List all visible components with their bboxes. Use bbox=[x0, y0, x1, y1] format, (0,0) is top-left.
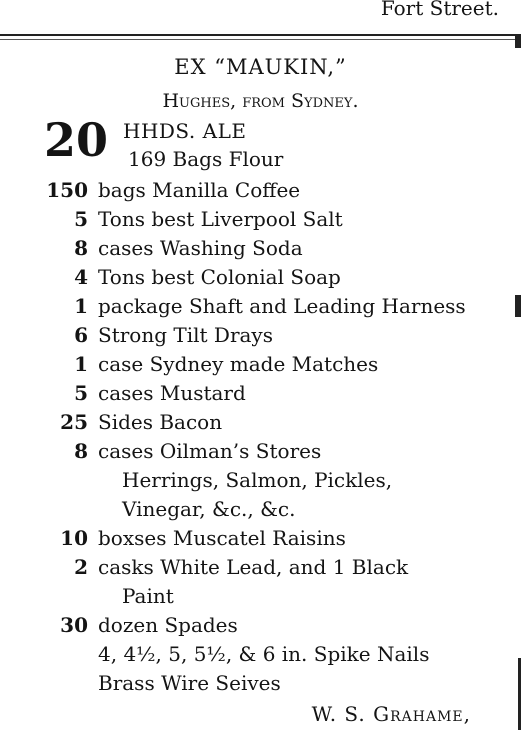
list-item bbox=[0, 437, 521, 466]
item-qty: 10 bbox=[60, 526, 88, 550]
item-qty: 25 bbox=[60, 410, 88, 434]
list-item bbox=[0, 611, 521, 640]
item-qty: 4 bbox=[74, 265, 88, 289]
item-desc: Tons best Colonial Soap bbox=[98, 265, 341, 289]
lead-line-2: 169 Bags Flour bbox=[128, 147, 284, 171]
continuation-text: Vinegar, &c., &c. bbox=[122, 497, 296, 521]
item-qty: 1 bbox=[74, 352, 88, 376]
item-desc: package Shaft and Leading Harness bbox=[98, 294, 466, 318]
list-item bbox=[0, 524, 521, 553]
continuation-text: Herrings, Salmon, Pickles, bbox=[122, 468, 393, 492]
list-item bbox=[0, 234, 521, 263]
list-item bbox=[0, 321, 521, 350]
item-qty: 8 bbox=[74, 236, 88, 260]
item-qty: 8 bbox=[74, 439, 88, 463]
ad-subtitle: Hughes, from Sydney. bbox=[162, 90, 359, 112]
list-item-continuation bbox=[0, 466, 521, 495]
list-item-continuation bbox=[0, 495, 521, 524]
signature: W. S. Grahame, bbox=[311, 702, 471, 726]
list-item bbox=[0, 263, 521, 292]
item-qty: 150 bbox=[46, 178, 88, 202]
top-right-text: Fort Street. bbox=[380, 0, 499, 20]
item-desc: Brass Wire Seives bbox=[98, 671, 281, 695]
item-qty: 30 bbox=[60, 613, 88, 637]
item-desc: 4, 4½, 5, 5½, & 6 in. Spike Nails bbox=[98, 642, 430, 666]
item-desc: boxses Muscatel Raisins bbox=[98, 526, 346, 550]
item-desc: casks White Lead, and 1 Black bbox=[98, 555, 409, 579]
item-desc: case Sydney made Matches bbox=[98, 352, 379, 376]
item-qty: 6 bbox=[74, 323, 88, 347]
list-item bbox=[0, 553, 521, 582]
item-desc: Strong Tilt Drays bbox=[98, 323, 273, 347]
item-desc: Sides Bacon bbox=[98, 410, 223, 434]
list-item bbox=[0, 176, 521, 205]
column-rule-thin bbox=[0, 39, 521, 40]
lead-line-1: HHDS. ALE bbox=[123, 119, 247, 143]
lead-item bbox=[0, 113, 521, 176]
item-qty: 5 bbox=[74, 381, 88, 405]
list-item bbox=[0, 350, 521, 379]
item-desc: Tons best Liverpool Salt bbox=[98, 207, 343, 231]
list-item bbox=[0, 408, 521, 437]
list-item bbox=[0, 669, 521, 698]
list-item-continuation bbox=[0, 582, 521, 611]
lead-qty: 20 bbox=[44, 113, 109, 167]
column-rule bbox=[0, 34, 521, 36]
continuation-text: Paint bbox=[122, 584, 174, 608]
list-item bbox=[0, 292, 521, 321]
list-item bbox=[0, 205, 521, 234]
item-desc: cases Mustard bbox=[98, 381, 246, 405]
list-item bbox=[0, 640, 521, 669]
item-qty: 1 bbox=[74, 294, 88, 318]
item-desc: dozen Spades bbox=[98, 613, 238, 637]
item-desc: cases Oilman’s Stores bbox=[98, 439, 322, 463]
advertisement bbox=[0, 52, 521, 698]
ad-title: EX “MAUKIN,” bbox=[174, 55, 347, 79]
edge-mark bbox=[515, 36, 521, 48]
item-desc: cases Washing Soda bbox=[98, 236, 303, 260]
list-item bbox=[0, 379, 521, 408]
item-desc: bags Manilla Coffee bbox=[98, 178, 301, 202]
item-qty: 5 bbox=[74, 207, 88, 231]
item-qty: 2 bbox=[74, 555, 88, 579]
